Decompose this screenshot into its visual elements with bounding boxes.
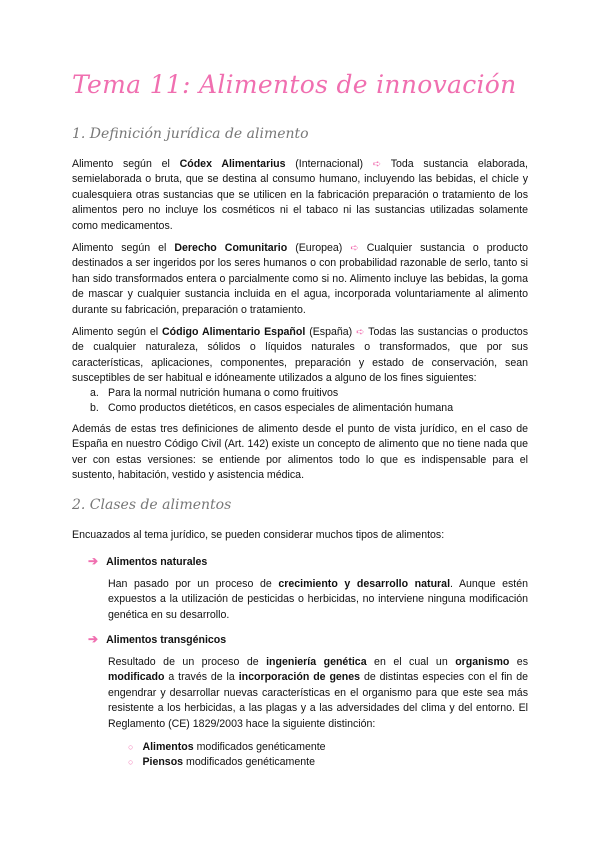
arrow-right-icon: ➔ (88, 554, 99, 568)
page-title: Tema 11: Alimentos de innovación (72, 70, 517, 99)
paragraph-codigo-alimentario: Alimento según el Código Alimentario Español (España) ➪ Todas las sustancias o productos de cualquier naturaleza, sólidos o líquidos naturales o transformados, que por sus características, aplicaciones, componentes, preparación y estado de conservación, sean susceptibles de ser habitual e idóneamente utilizados a alguno de los fines siguientes: (72, 326, 528, 385)
paragraph-transgenicos: Resultado de un proceso de ingeniería genética en el cual un organismo es modificado a través de la incorporación de genes de distintas especies con el fin de engendrar y desarrollar nuevas características en el organismo para que este sea más resistente a los herbicidas, a las plagas y a las adversidades del clima y del entorno. El Reglamento (CE) 1829/2003 hace la siguiente distinción: (108, 656, 529, 730)
arrow-icon: ➪ (350, 243, 359, 254)
section-heading-clases: 2. Clases de alimentos (72, 497, 232, 513)
sub-list-item-alimentos: ○ Alimentos modificados genéticamente (128, 741, 326, 753)
arrow-right-icon: ➔ (88, 632, 99, 646)
sub-list-item-piensos: ○ Piensos modificados genéticamente (128, 756, 315, 768)
list-item: b. Como productos dietéticos, en casos especiales de alimentación humana (90, 401, 454, 414)
bullet-alimentos-transgenicos: ➔ Alimentos transgénicos (88, 632, 227, 646)
section-heading-definicion: 1. Definición jurídica de alimento (72, 126, 309, 142)
paragraph-derecho-comunitario: Alimento según el Derecho Comunitario (Europea) ➪ Cualquier sustancia o producto destinados a ser ingeridos por los seres humanos o con probabilidad razonable de serlo, tanto si han sido transformados entera o parcialmente como si no. Alimento incluye las bebidas, la goma de mascar y cualquier sustancia incluida en el agua, incorporada voluntariamente al alimento durante su fabricación, preparación o tratamiento. (72, 242, 529, 316)
paragraph-naturales: Han pasado por un proceso de crecimiento y desarrollo natural. Aunque estén expuestos a la utilización de pesticidas o herbicidas, no interviene ninguna modificación genética en su desarrollo. (108, 578, 529, 621)
paragraph-codex: Alimento según el Códex Alimentarius (Internacional) ➪ Toda sustancia elaborada, semielaborada o bruta, que se destina al consumo humano, incluyendo las bebidas, el chicle y cualesquiera otras sustancias que se utilicen en la fabricación preparación o tratamiento de los alimentos pero no incluye los cosméticos ni el tabaco ni las sustancias utilizadas solamente como medicamentos. (72, 158, 528, 232)
bullet-alimentos-naturales: ➔ Alimentos naturales (88, 554, 208, 568)
circle-bullet-icon: ○ (128, 757, 134, 767)
paragraph-intro-clases: Encuazados al tema jurídico, se pueden considerar muchos tipos de alimentos: (72, 529, 445, 541)
arrow-icon: ➪ (372, 159, 382, 170)
ordered-list (90, 386, 453, 415)
circle-bullet-icon: ○ (128, 742, 134, 752)
paragraph-codigo-civil: Además de estas tres definiciones de alimento desde el punto de vista jurídico, en el caso de España en nuestro Código Civil (Art. 142) existe un concepto de alimento que no tiene nada que ver con estas versiones: se entiende por alimentos todo lo que es indispensable para el sustento, habitación, vestido y asistencia médica. (72, 423, 528, 482)
arrow-icon: ➪ (356, 327, 365, 338)
list-item: a. Para la normal nutrición humana o como fruitivos (90, 387, 339, 399)
